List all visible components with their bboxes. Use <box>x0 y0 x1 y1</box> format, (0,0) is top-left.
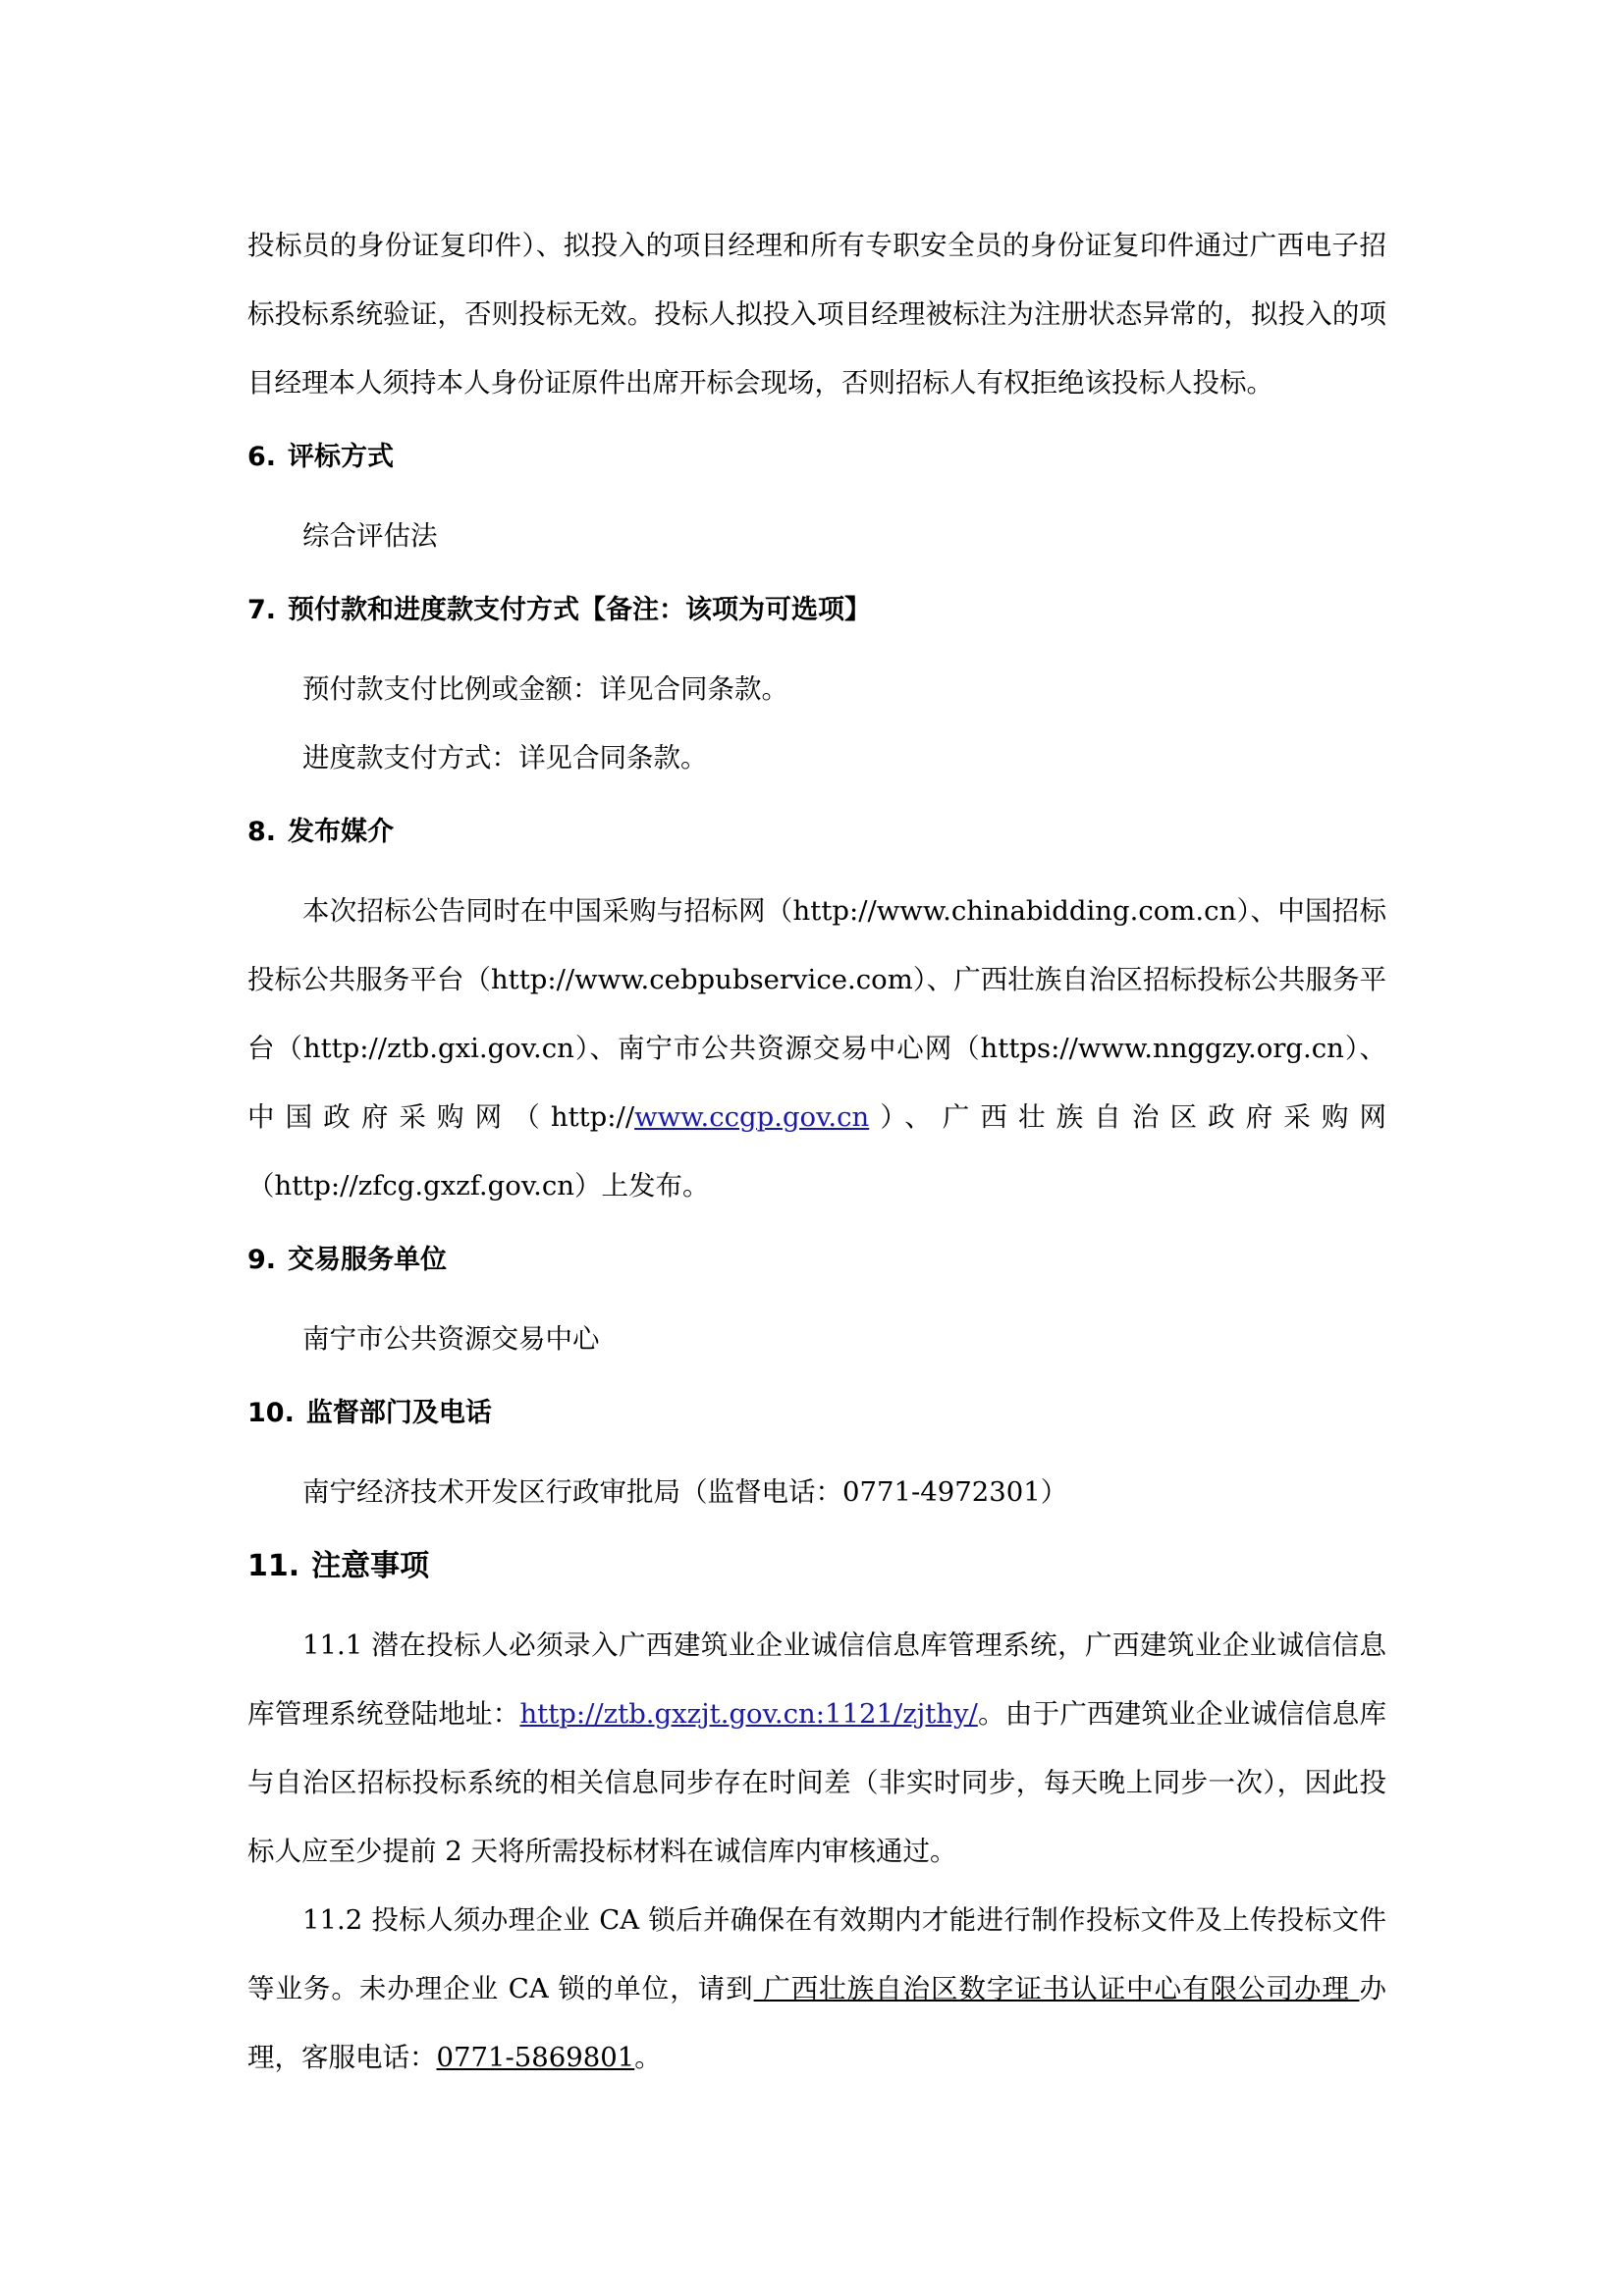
ca-center-underlined: 广西壮族自治区数字证书认证中心有限公司办理 <box>753 1973 1360 2004</box>
section-11-2-text-a: 11.2 投标人须办理企业 CA 锁后并确保在有效期内才能进行制作投标文件及上传投标文件等业务。未办理企业 CA 锁的单位，请到 <box>247 1904 1386 2004</box>
ccgp-link[interactable]: www.ccgp.gov.cn <box>634 1101 870 1133</box>
section-6-heading <box>247 441 1386 474</box>
section-11-2-paragraph <box>247 1886 1386 2092</box>
section-9-heading <box>247 1244 1386 1277</box>
ztb-gxzjt-link[interactable]: http://ztb.gxzjt.gov.cn:1121/zjthy/ <box>519 1698 978 1730</box>
section-11-heading <box>247 1550 1386 1583</box>
page-content <box>247 211 1386 2092</box>
section-10-title: 监督部门及电话 <box>305 1398 492 1428</box>
section-7-line-2: 进度款支付方式：详见合同条款。 <box>302 742 708 774</box>
section-9-number: 9. <box>247 1245 277 1275</box>
section-8-number: 8. <box>247 817 277 847</box>
section-11-1-text-b: 。由于广西建筑业企业诚信信息库与自治区招标投标系统的相关信息同步存在时间差（非实时同步，每天晚上同步一次），因此投标人应至少提前 2 天将所需投标材料在诚信库内审核通过。 <box>247 1698 1386 1867</box>
section-10-heading <box>247 1397 1386 1430</box>
section-7-number: 7. <box>247 595 277 625</box>
section-11-number: 11. <box>247 1549 300 1583</box>
intro-paragraph: 投标员的身份证复印件）、拟投入的项目经理和所有专职安全员的身份证复印件通过广西电子招标投标系统验证，否则投标无效。投标人拟投入项目经理被标注为注册状态异常的，拟投入的项目经理本人须持本人身份证原件出席开标会现场，否则招标人有权拒绝该投标人投标。 <box>247 230 1386 399</box>
section-11-2-text-c: 。 <box>634 2042 662 2073</box>
section-9-title: 交易服务单位 <box>288 1245 448 1275</box>
section-6-body: 综合评估法 <box>302 520 438 552</box>
section-11-1-paragraph <box>247 1611 1386 1886</box>
section-8-paragraph <box>247 877 1386 1220</box>
section-11-2-text-b: 办理，客服电话： <box>247 1973 1386 2073</box>
section-11-title: 注意事项 <box>311 1549 430 1583</box>
section-10-number: 10. <box>247 1398 295 1428</box>
section-7-title: 预付款和进度款支付方式【备注：该项为可选项】 <box>288 595 872 625</box>
section-8-text-a: 本次招标公告同时在中国采购与招标网（http://www.chinabidding.com.cn）、中国招标投标公共服务平台（http://www.cebpubservice.com）、广西壮族自治区招标投标公共服务平台（http://ztb.gxi.gov.cn）、南宁市公共资源交易中心网（https://www.nnggzy.org.cn）、中国政府采购网（http:// <box>247 895 1386 1133</box>
section-8-text-b: ）、广西壮族自治区政府采购网（http://zfcg.gxzf.gov.cn）上发布。 <box>247 1101 1387 1201</box>
section-6-title: 评标方式 <box>288 442 395 472</box>
section-10-body: 南宁经济技术开发区行政审批局（监督电话：0771-4972301） <box>302 1476 1068 1508</box>
section-8-title: 发布媒介 <box>288 817 395 847</box>
section-7-line-1: 预付款支付比例或金额：详见合同条款。 <box>302 673 788 705</box>
section-6-number: 6. <box>247 442 277 472</box>
section-9-body: 南宁市公共资源交易中心 <box>302 1323 600 1355</box>
section-8-heading <box>247 816 1386 849</box>
section-7-heading <box>247 594 1386 627</box>
section-11-1-text-a: 11.1 潜在投标人必须录入广西建筑业企业诚信信息库管理系统，广西建筑业企业诚信信息库管理系统登陆地址： <box>247 1629 1386 1730</box>
service-phone: 0771-5869801 <box>436 2042 635 2073</box>
